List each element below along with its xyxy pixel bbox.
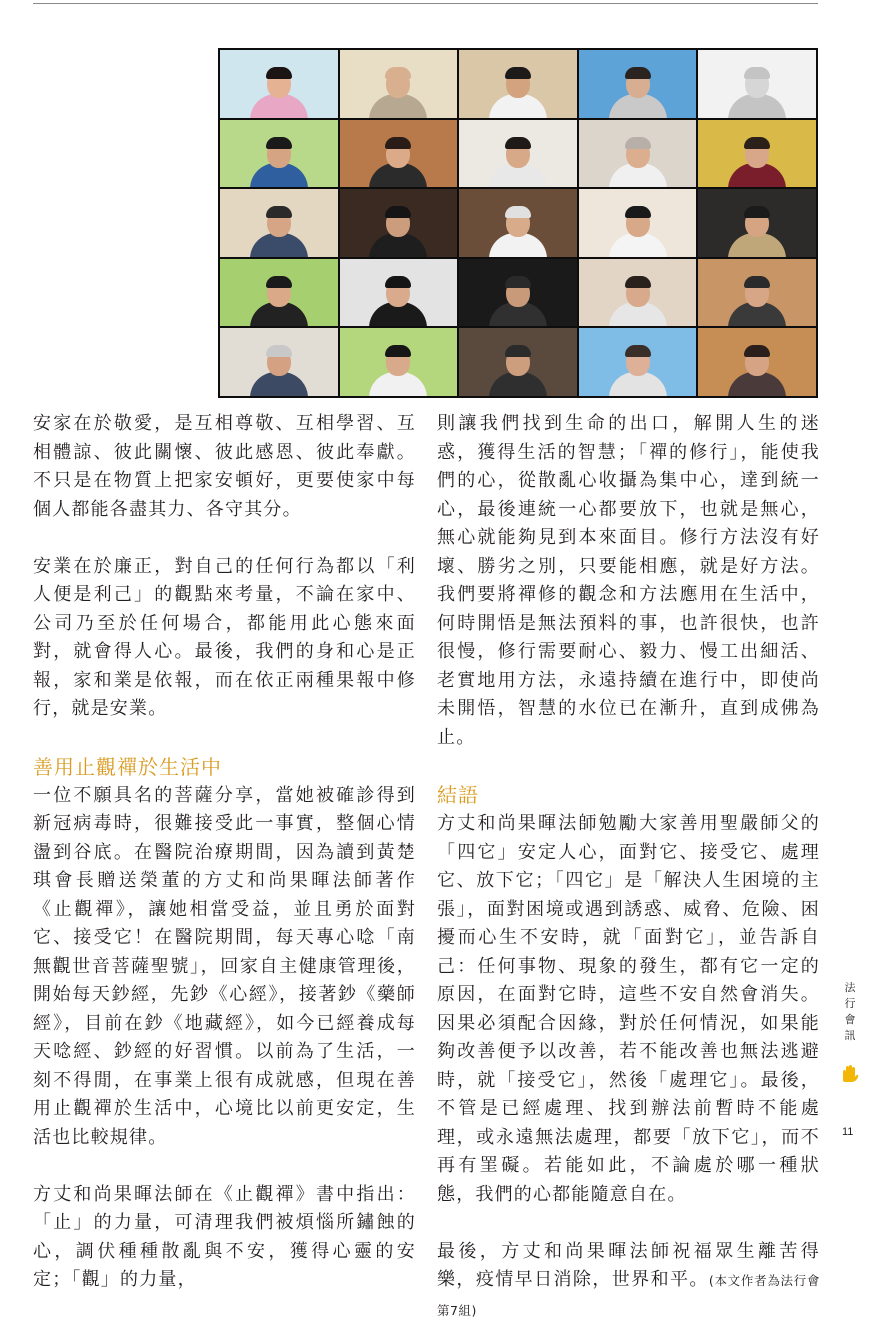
participant-tile [459, 328, 577, 396]
participant-tile [698, 189, 816, 257]
participant-hair [625, 137, 651, 149]
participant-hair [266, 67, 292, 79]
participant-hair [625, 67, 651, 79]
participant-tile [340, 189, 458, 257]
participant-hair [505, 67, 531, 79]
participant-hair [266, 137, 292, 149]
participant-tile [220, 50, 338, 118]
participant-tile [579, 120, 697, 188]
participant-tile [220, 120, 338, 188]
participant-tile [579, 328, 697, 396]
title-char: 行 [843, 996, 857, 1012]
right-column [437, 410, 820, 1325]
participant-hair [625, 206, 651, 218]
section-heading-conclusion: 結語 [437, 780, 820, 810]
participant-tile [579, 189, 697, 257]
participant-hair [266, 345, 292, 357]
participant-hair [625, 345, 651, 357]
participant-hair [266, 206, 292, 218]
participant-tile [459, 189, 577, 257]
title-char: 訊 [843, 1028, 857, 1044]
video-call-photo-grid [218, 48, 818, 398]
participant-tile [340, 120, 458, 188]
paragraph-zhi-power: 方丈和尚果暉法師在《止觀禪》書中指出：「止」的力量，可清理我們被煩惱所鏽蝕的心，調伏種種散亂與不安，獲得心靈的安定；「觀」的力量， [33, 1181, 416, 1295]
participant-hair [385, 137, 411, 149]
left-column [33, 410, 416, 1295]
participant-hair [505, 276, 531, 288]
participant-tile [459, 50, 577, 118]
title-char: 法 [843, 980, 857, 996]
participant-tile [698, 259, 816, 327]
publication-title-vertical [843, 980, 857, 1044]
participant-tile [698, 120, 816, 188]
page-number: 11 [842, 1126, 853, 1138]
lotus-hand-icon [840, 1063, 860, 1083]
participant-hair [744, 345, 770, 357]
closing-blessing-text: 最後，方丈和尚果暉法師祝福眾生離苦得樂，疫情早日消除，世界和平。 [437, 1241, 820, 1291]
participant-tile [220, 189, 338, 257]
paragraph-career-integrity: 安業在於廉正，對自己的任何行為都以「利人便是利己」的觀點來考量，不論在家中、公司乃至於任何場合，都能用此心態來面對，就會得人心。最後，我們的身和心是正報，家和業是依報，而在依正兩種果報中修行，就是安業。 [33, 553, 416, 724]
participant-hair [505, 345, 531, 357]
participant-tile [220, 259, 338, 327]
participant-tile [340, 50, 458, 118]
participant-hair [266, 276, 292, 288]
participant-tile [698, 50, 816, 118]
paragraph-closing-blessing [437, 1238, 820, 1325]
title-char: 會 [843, 1012, 857, 1028]
participant-hair [625, 276, 651, 288]
participant-tile [220, 328, 338, 396]
participant-tile [459, 259, 577, 327]
participant-tile [340, 259, 458, 327]
participant-hair [505, 137, 531, 149]
participant-tile [698, 328, 816, 396]
top-rule [33, 3, 818, 4]
paragraph-guan-power: 則讓我們找到生命的出口，解開人生的迷惑，獲得生活的智慧；「禪的修行」，能使我們的心，從散亂心收攝為集中心，達到統一心，最後連統一心都要放下，也就是無心，無心就能夠見到本來面目。修行方法沒有好壞、勝劣之別，只要能相應，就是好方法。我們要將禪修的觀念和方法應用在生活中，何時開悟是無法預料的事，也許很快，也許很慢，修行需要耐心、毅力、慢工出細活、老實地用方法，永遠持續在進行中，即使尚未開悟，智慧的水位已在漸升，直到成佛為止。 [437, 410, 820, 752]
participant-hair [385, 276, 411, 288]
participant-hair [385, 345, 411, 357]
participant-hair [385, 206, 411, 218]
participant-hair [744, 67, 770, 79]
participant-hair [744, 206, 770, 218]
participant-hair [744, 137, 770, 149]
participant-hair [744, 276, 770, 288]
paragraph-four-steps: 方丈和尚果暉法師勉勵大家善用聖嚴師父的「四它」安定人心，面對它、接受它、處理它、放下它；「四它」是「解決人生困境的主張」，面對困境或遇到誘惑、威脅、危險、困擾而心生不安時，就「面對它」，並告訴自己：任何事物、現象的發生，都有它一定的原因，在面對它時，這些不安自然會消失。因果必須配合因緣，對於任何情況，如果能夠改善便予以改善，若不能改善也無法逃避時，就「接受它」，然後「處理它」。最後，不管是已經處理、找到辦法前暫時不能處理，或永遠無法處理，都要「放下它」，而不再有罣礙。若能如此，不論處於哪一種狀態，我們的心都能隨意自在。 [437, 810, 820, 1209]
section-heading-meditation: 善用止觀禪於生活中 [33, 752, 416, 782]
participant-tile [340, 328, 458, 396]
paragraph-bodhisattva-sharing: 一位不願具名的菩薩分享，當她被確診得到新冠病毒時，很難接受此一事實，整個心情盪到谷底。在醫院治療期間，因為讀到黃楚琪會長贈送榮董的方丈和尚果暉法師著作《止觀禪》，讓她相當受益，並且勇於面對它、接受它！在醫院期間，每天專心唸「南無觀世音菩薩聖號」，回家自主健康管理後，開始每天鈔經，先鈔《心經》，接著鈔《藥師經》，目前在鈔《地藏經》，如今已經養成每天唸經、鈔經的好習慣。以前為了生活，一刻不得閒，在事業上很有成就感，但現在善用止觀禪於生活中，心境比以前更安定，生活也比較規律。 [33, 782, 416, 1153]
participant-hair [505, 206, 531, 218]
participant-hair [385, 67, 411, 79]
participant-tile [459, 120, 577, 188]
paragraph-home-harmony: 安家在於敬愛，是互相尊敬、互相學習、互相體諒、彼此關懷、彼此感恩、彼此奉獻。不只是在物質上把家安頓好，更要使家中每個人都能各盡其力、各守其分。 [33, 410, 416, 524]
participant-tile [579, 50, 697, 118]
author-note: (本文作者為法行會第7組) [437, 1273, 820, 1318]
participant-tile [579, 259, 697, 327]
